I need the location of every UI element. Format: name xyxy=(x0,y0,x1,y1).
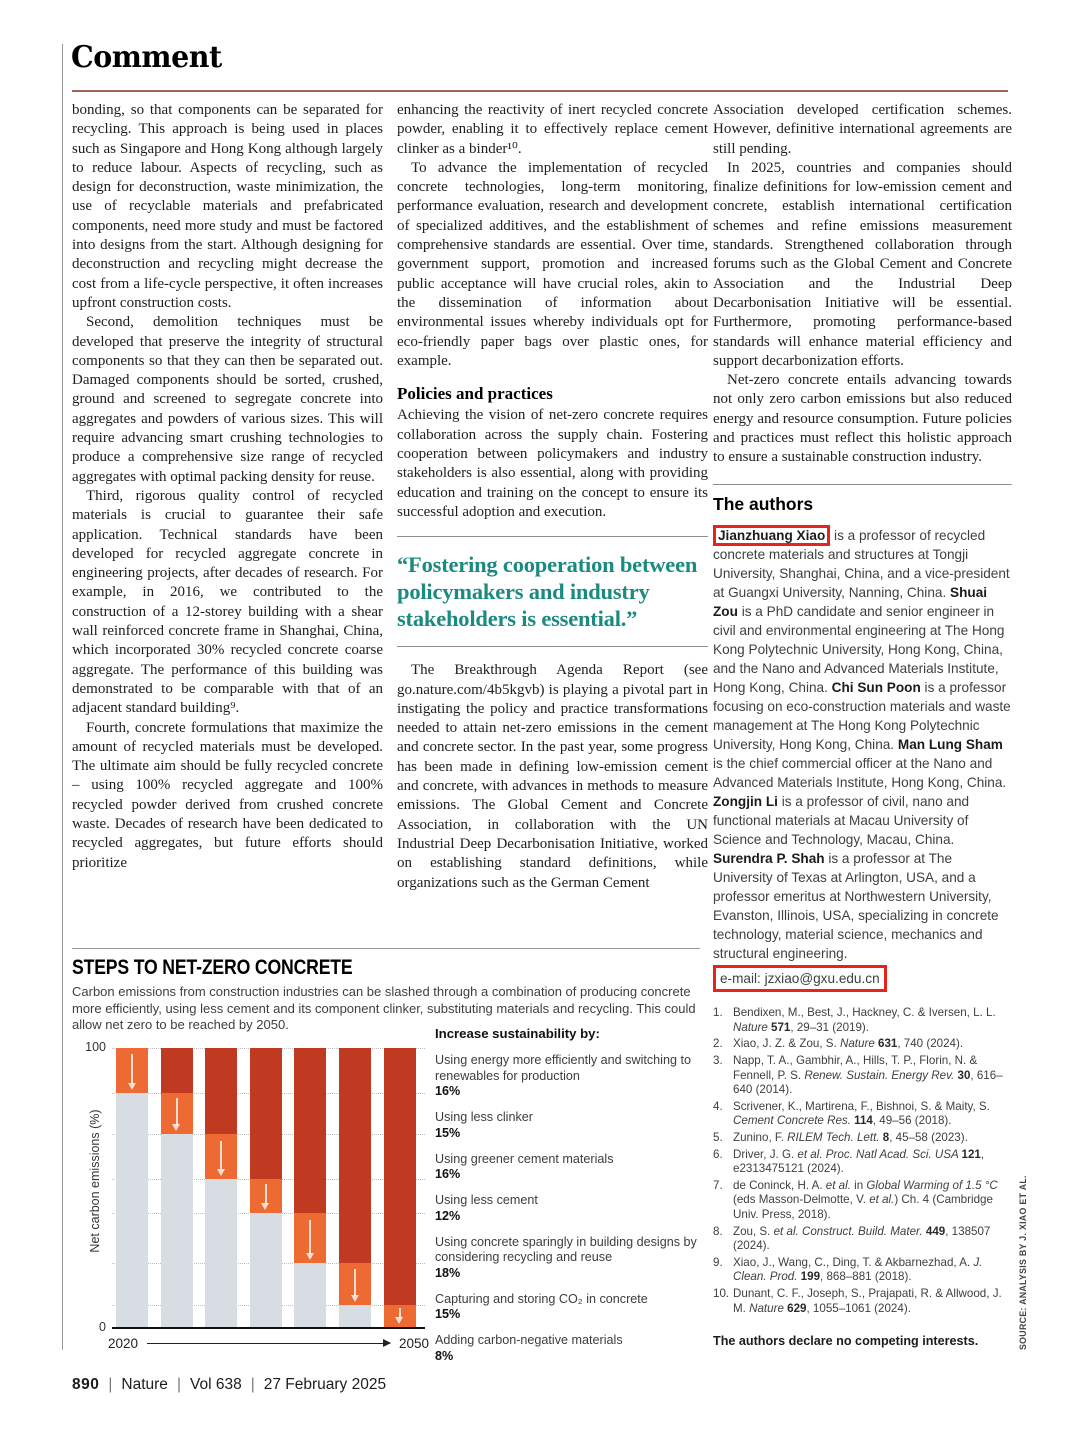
reference-item xyxy=(713,1225,1012,1254)
legend-step-value: 16% xyxy=(435,1167,461,1181)
pullquote-rule-bottom xyxy=(397,646,708,647)
down-arrow-icon xyxy=(399,1308,401,1318)
body-paragraph: The Breakthrough Agenda Report (see go.nature.com/4b5kgvb) is playing a pivotal part in instigating the policy and practice transformations needed to attain net-zero emissions in the cement and concrete sector. In the past year, some progress has been made in defining low-emission cement and concrete, with advances in methods to measure emissions. The Global Cement and Concrete Association, in collaboration with the UN Industrial Deep Decarbonisation Initiative, worked on establishing standard definitions, while organizations such as the German Cement xyxy=(397,662,708,891)
bar-segment-prior-reductions xyxy=(384,1048,416,1305)
bar-segment-remaining-emissions xyxy=(250,1213,282,1327)
reference-text: Dunant, C. F., Joseph, S., Prajapati, R. & Allwood, J. M. Nature 629, 1055–1061 (2024). xyxy=(733,1286,1002,1315)
legend-step-label: Using greener cement materials xyxy=(435,1151,614,1166)
reference-item xyxy=(713,1148,1012,1177)
net-zero-chart xyxy=(72,1036,432,1352)
reference-text: de Coninck, H. A. et al. in Global Warming of 1.5 °C (eds Masson-Delmotte, V. et al.) Ch. 4 (Cambridge Univ. Press, 2018). xyxy=(733,1178,998,1221)
reference-item xyxy=(713,1131,1012,1146)
column-2 xyxy=(397,101,708,893)
highlighted-author-name: Jianzhuang Xiao xyxy=(713,525,830,546)
pull-quote: “Fostering cooperation between policymakers and industry stakeholders is essential.” xyxy=(397,552,698,632)
subsection-heading: Policies and practices xyxy=(397,384,553,404)
bar-segment-step-reduction xyxy=(339,1263,371,1305)
authors-rule xyxy=(713,484,1012,485)
legend-heading: Increase sustainability by: xyxy=(435,1026,600,1041)
reference-number: 2. xyxy=(713,1037,723,1051)
reference-text: Zou, S. et al. Construct. Build. Mater. 449, 138507 (2024). xyxy=(733,1224,991,1253)
reference-text: Bendixen, M., Best, J., Hackney, C. & Iversen, L. L. Nature 571, 29–31 (2019). xyxy=(733,1006,996,1034)
legend-step-label: Using less cement xyxy=(435,1193,538,1207)
x-axis-start-label: 2020 xyxy=(108,1336,139,1351)
bar-segment-prior-reductions xyxy=(294,1048,326,1213)
legend-step-label: Using concrete sparingly in building designs by considering recycling and reuse xyxy=(435,1234,697,1264)
legend-step-item xyxy=(435,1193,703,1224)
body-paragraph: Fourth, concrete formulations that maximize the amount of recycled materials must be developed. The ultimate aim should be fully recycled concrete – using 100% recycled aggregate and 100% recycled powder derived from crushed concrete waste. Decades of research have been dedicated to recycled aggregates, but future efforts should prioritize xyxy=(72,719,383,871)
chart-legend xyxy=(435,1026,703,1375)
body-paragraph: Net-zero concrete entails advancing towards not only zero carbon emissions but also reduced energy and resource consumption. Future policies and practices must reflect this holistic approach to ensure a sustainable construction industry. xyxy=(713,372,1012,466)
down-arrow-icon xyxy=(354,1269,356,1296)
reference-item xyxy=(713,1054,1012,1098)
reference-item xyxy=(713,1100,1012,1129)
reference-number: 6. xyxy=(713,1147,723,1161)
competing-interests-note: The authors declare no competing interests. xyxy=(713,1334,979,1349)
chart-plot-area xyxy=(112,1048,425,1327)
bar-segment-step-reduction xyxy=(205,1134,237,1179)
legend-step-item xyxy=(435,1292,703,1323)
x-axis-end-label: 2050 xyxy=(398,1336,429,1351)
header-rule xyxy=(72,90,1008,92)
bar-segment-remaining-emissions xyxy=(294,1263,326,1327)
body-paragraph: In 2025, countries and companies should finalize definitions for low-emission cement and concrete, establish international certification schemes and refine emissions measurement standards. Strengthened collaboration through forums such as the Global Cement and Concrete Association and the Industrial Deep Decarbonisation Initiative will be essential. Furthermore, promoting performance-based standards will enhance material efficiency and support decarbonization efforts. xyxy=(713,159,1012,369)
bar-segment-prior-reductions xyxy=(339,1048,371,1263)
reference-number: 3. xyxy=(713,1054,723,1068)
reference-text: Xiao, J., Wang, C., Ding, T. & Akbarnezhad, A. J. Clean. Prod. 199, 868–881 (2018). xyxy=(733,1255,983,1284)
reference-text: Zunino, F. RILEM Tech. Lett. 8, 45–58 (2023). xyxy=(733,1130,968,1144)
legend-step-item xyxy=(435,1235,703,1281)
bar-segment-step-reduction xyxy=(294,1213,326,1263)
bar-segment-step-reduction xyxy=(250,1179,282,1212)
footer-journal: Nature xyxy=(121,1376,168,1393)
legend-step-label: Adding carbon-negative materials xyxy=(435,1333,623,1347)
reference-item xyxy=(713,1256,1012,1285)
bar-segment-step-reduction xyxy=(384,1305,416,1327)
figure-source-note: SOURCE: ANALYSIS BY J. XIAO ET AL. xyxy=(1018,1175,1028,1350)
reference-text: Napp, T. A., Gambhir, A., Hills, T. P., Florin, N. & Fennell, P. S. Renew. Sustain. Energy Rev. 30, 616–640 (2014). xyxy=(733,1054,1003,1097)
authors-heading: The authors xyxy=(713,493,814,514)
figure-rule xyxy=(72,948,700,949)
body-paragraph: bonding, so that components can be separated for recycling. This approach is being used in places such as Singapore and Hong Kong although largely to reduce labour. Aspects of recycling, such as design for deconstruction, waste minimization, the use of recyclable materials and prefabricated components, need more study and must be factored into designs from the start. Although designing for deconstruction and recycling might decrease the cost from a life-cycle perspective, it often increases upfront construction costs. xyxy=(72,102,383,311)
bar-segment-step-reduction xyxy=(116,1048,148,1093)
down-arrow-icon xyxy=(309,1220,311,1254)
footer-separator: | xyxy=(250,1376,255,1393)
y-axis-tick-100: 100 xyxy=(85,1040,106,1054)
reference-number: 7. xyxy=(713,1178,723,1192)
legend-step-value: 8% xyxy=(435,1348,454,1363)
body-paragraph: Second, demolition techniques must be developed that preserve the integrity of structural components so that they can then be separated out. Damaged components should be sorted, crushed, ground and screened to segregate concrete into aggregates and powders of various sizes. This will require advancing smart crushing technologies to produce a comprehensive size range of recycled aggregates with optimal packing density for reuse. xyxy=(72,314,383,485)
body-paragraph: To advance the implementation of recycled concrete technologies, long-term monitoring, performance evaluation, research and development of specialized additives, and the establishment of comprehensive standards are essential. Over time, government support, promotion and increased public acceptance will have crucial roles, akin to the dissemination of information about environmental issues whereby individuals opt for eco-friendly paper bags over plastic ones, for example. xyxy=(397,159,708,369)
legend-step-label: Using less clinker xyxy=(435,1110,533,1124)
reference-number: 9. xyxy=(713,1255,723,1269)
bar-segment-prior-reductions xyxy=(250,1048,282,1179)
footer-separator: | xyxy=(176,1376,181,1393)
body-paragraph: Association developed certification schemes. However, definitive international agreements are still pending. xyxy=(713,102,1012,157)
reference-number: 4. xyxy=(713,1099,723,1113)
footer-separator: | xyxy=(108,1376,113,1393)
bar-segment-step-reduction xyxy=(161,1093,193,1135)
footer-volume: Vol 638 xyxy=(189,1376,242,1393)
legend-step-value: 15% xyxy=(435,1307,461,1321)
reference-text: Driver, J. G. et al. Proc. Natl Acad. Sci. USA 121, e2313475121 (2024). xyxy=(733,1147,985,1176)
column-1 xyxy=(72,101,383,873)
bar-segment-prior-reductions xyxy=(161,1048,193,1093)
footer-page-number: 890 xyxy=(72,1376,100,1393)
body-paragraph: Third, rigorous quality control of recycled materials is crucial to guarantee their safe application. Technical standards have been developed for recycled aggregate concrete in engineering projects, after decades of research. For example, in 2016, we contributed to the construction of a 12-storey building with a shear wall reinforced concrete frame in Shanghai, China, which incorporated 30% recycled concrete coarse aggregate. The performance of this building was demonstrated to be comparable with that of an adjacent standard building⁹. xyxy=(72,487,383,717)
down-arrow-icon xyxy=(131,1054,133,1083)
bar-segment-remaining-emissions xyxy=(205,1179,237,1327)
pullquote-rule-top xyxy=(397,536,708,537)
reference-number: 1. xyxy=(713,1006,723,1020)
bar-segment-remaining-emissions xyxy=(116,1093,148,1327)
legend-steps-list xyxy=(435,1053,703,1364)
y-axis-label: Net carbon emissions (%) xyxy=(88,1109,102,1253)
column-3 xyxy=(713,101,1012,1351)
authors-bio: Jianzhuang Xiao is a professor of recycled concrete materials and structures at Tongji University, Shanghai, China, and a vice-president at Guangxi University, Nanning, China. Shuai Zou is a PhD candidate and senior engineer in civil and environmental engineering at The Hong Kong Polytechnic University, Hong Kong, China, and the Nano and Advanced Materials Institute, Hong Kong, China. Chi Sun Poon is a professor focusing on eco-construction materials and waste management at The Hong Kong Polytechnic University, Hong Kong, China. Man Lung Sham is the chief commercial officer at the Nano and Advanced Materials Institute, Hong Kong, China. Zongjin Li is a professor of civil, nano and functional materials at Macau University of Science and Technology, Macau, China. Surendra P. Shah is a professor at The University of Texas at Arlington, USA, and a professor emeritus at Northwestern University, Evanston, Illinois, USA, specializing in concrete technology, material science, mechanics and structural engineering. xyxy=(713,526,1012,963)
x-axis-labels xyxy=(108,1336,429,1351)
reference-number: 10. xyxy=(713,1286,730,1300)
body-paragraph: Achieving the vision of net-zero concrete requires collaboration across the supply chain. Fostering cooperation between policymakers and industry stakeholders is also essential, along with providing education and training on the concept to ensure its successful adoption and execution. xyxy=(397,407,708,520)
bar-segment-remaining-emissions xyxy=(339,1305,371,1327)
reference-text: Xiao, J. Z. & Zou, S. Nature 631, 740 (2024). xyxy=(733,1037,964,1051)
y-axis-tick-0: 0 xyxy=(99,1320,106,1334)
bar-segment-prior-reductions xyxy=(205,1048,237,1134)
bar-segment-remaining-emissions xyxy=(161,1134,193,1327)
reference-item xyxy=(713,1179,1012,1223)
legend-step-label: Capturing and storing CO₂ in concrete xyxy=(435,1291,648,1306)
page-footer xyxy=(72,1376,386,1394)
x-axis-line xyxy=(112,1327,425,1329)
down-arrow-icon xyxy=(220,1141,222,1170)
reference-item xyxy=(713,1037,1012,1052)
figure-title: STEPS TO NET-ZERO CONCRETE xyxy=(72,956,353,979)
legend-step-value: 12% xyxy=(435,1208,461,1223)
author-email-link[interactable]: e-mail: jzxiao@gxu.edu.cn xyxy=(713,965,887,992)
body-paragraph: enhancing the reactivity of inert recycled concrete powder, enabling it to effectively replace cement clinker as a binder¹⁰. xyxy=(397,102,708,157)
reference-text: Scrivener, K., Martirena, F., Bishnoi, S. & Maity, S. Cement Concrete Res. 114, 49–56 (2018). xyxy=(733,1099,990,1128)
references-list xyxy=(713,1006,1012,1316)
legend-step-value: 15% xyxy=(435,1125,461,1140)
legend-step-item xyxy=(435,1152,703,1183)
legend-step-item xyxy=(435,1110,703,1141)
reference-item xyxy=(713,1006,1012,1035)
down-arrow-icon xyxy=(265,1184,267,1204)
legend-step-item xyxy=(435,1333,703,1364)
reference-item xyxy=(713,1287,1012,1316)
legend-step-label: Using energy more efficiently and switching to renewables for production xyxy=(435,1053,691,1083)
x-axis-arrow xyxy=(147,1343,390,1345)
figure-description: Carbon emissions from construction industries can be slashed through a combination of producing concrete more efficiently, using less cement and its component clinker, substituting materials and recycling. This could allow net zero to be reached by 2050. xyxy=(72,984,696,1032)
footer-date: 27 February 2025 xyxy=(263,1376,387,1393)
legend-step-item xyxy=(435,1053,703,1099)
legend-step-value: 18% xyxy=(435,1265,461,1280)
legend-step-value: 16% xyxy=(435,1084,461,1098)
reference-number: 5. xyxy=(713,1130,723,1144)
down-arrow-icon xyxy=(176,1098,178,1125)
section-label: Comment xyxy=(71,40,222,75)
reference-number: 8. xyxy=(713,1224,723,1238)
left-margin-rule xyxy=(62,44,63,1350)
